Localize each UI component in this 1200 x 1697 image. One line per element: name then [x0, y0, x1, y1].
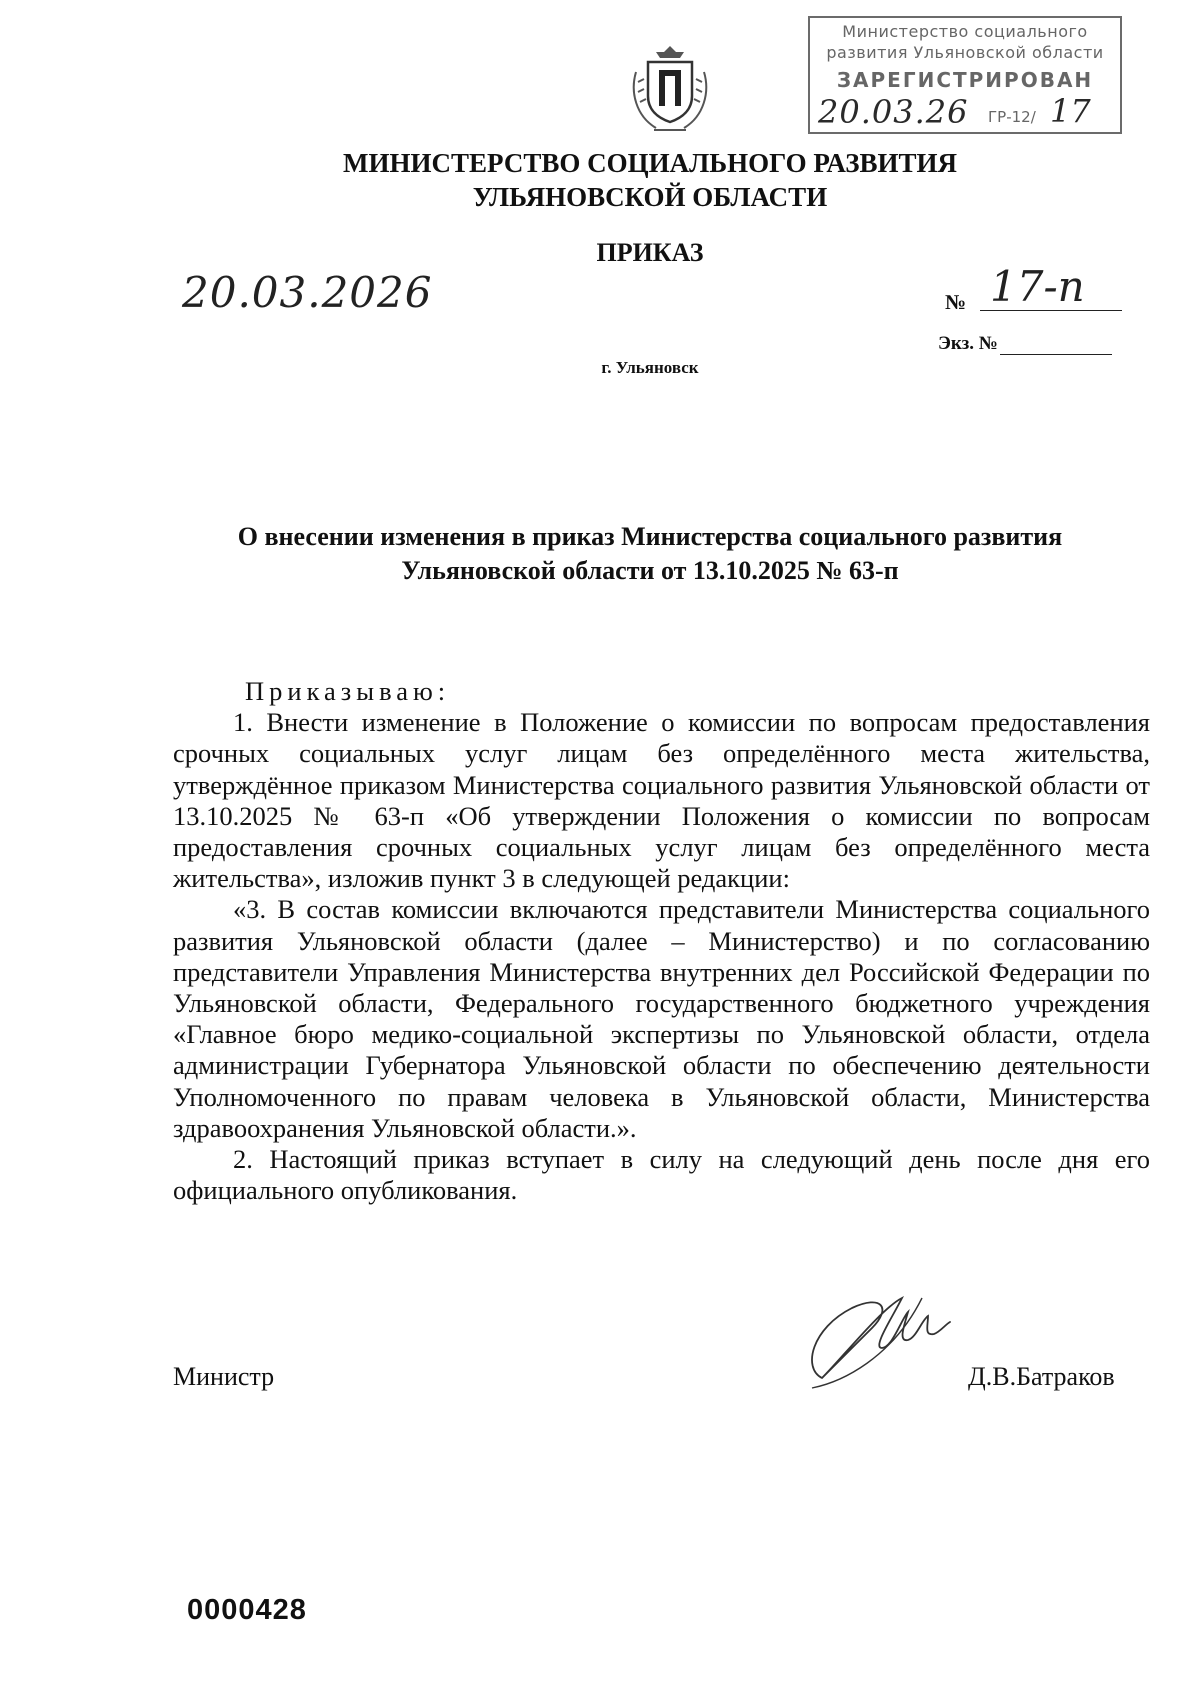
city-name: г. Ульяновск — [601, 358, 699, 377]
copy-number-underline — [1000, 354, 1112, 355]
stamp-ministry-line2: развития Ульяновской области — [826, 43, 1104, 62]
signer-position: Министр — [173, 1362, 275, 1391]
stamp-reg-prefix: ГР-12/ — [988, 108, 1036, 126]
subject-line1: О внесении изменения в приказ Министерства социального развития — [237, 522, 1063, 551]
document-serial-code: 0000428 — [187, 1594, 307, 1626]
order-paragraph-2: «3. В состав комиссии включаются представители Министерства социального развития Ульяновской области (далее – Министерство) и по согласованию представители Управления Министерства внутренних дел Российской Федерации по Ульяновской области, Федерального государственного бюджетного учреждения «Главное бюро медико-социальной экспертизы по Ульяновской области, отдела администрации Губернатора Ульяновской области по обеспечению деятельности Уполномоченного по правам человека в Ульяновской области, Министерства здравоохранения Ульяновской области.». — [173, 894, 1150, 1143]
signer-name: Д.В.Батраков — [968, 1362, 1115, 1391]
stamp-handwritten-date: 20.03.26 — [818, 93, 969, 131]
subject-line2: Ульяновской области от 13.10.2025 № 63-п — [401, 556, 899, 585]
stamp-status: ЗАРЕГИСТРИРОВАН — [836, 68, 1094, 92]
registration-stamp — [808, 16, 1122, 134]
coat-of-arms-emblem — [628, 42, 712, 138]
handwritten-signature — [792, 1268, 962, 1408]
order-paragraph-3: 2. Настоящий приказ вступает в силу на следующий день после дня его официального опубликования. — [173, 1144, 1150, 1206]
copy-number-label: Экз. № — [938, 333, 998, 354]
order-subject — [140, 520, 1160, 588]
ministry-title-line1: МИНИСТЕРСТВО СОЦИАЛЬНОГО РАЗВИТИЯ — [343, 148, 957, 178]
stamp-ministry-line1: Министерство социального — [842, 22, 1088, 41]
order-number-handwritten: 17-п — [990, 262, 1085, 311]
order-body — [173, 676, 1150, 1206]
ministry-title-line2: УЛЬЯНОВСКОЙ ОБЛАСТИ — [472, 182, 828, 212]
order-number-label: № — [945, 290, 967, 314]
stamp-reg-number: 17 — [1050, 92, 1091, 130]
document-type-title: ПРИКАЗ — [596, 238, 704, 267]
order-intro: Приказываю: — [245, 676, 451, 706]
order-paragraph-1: 1. Внести изменение в Положение о комиссии по вопросам предоставления срочных социальных услуг лицам без определённого места жительства, утверждённое приказом Министерства социального развития Ульяновской области от 13.10.2025 № 63-п «Об утверждении Положения о комиссии по вопросам предоставления срочных социальных услуг лицам без определённого места жительства», изложив пункт 3 в следующей редакции: — [173, 707, 1150, 894]
order-date-handwritten: 20.03.2026 — [182, 268, 433, 317]
